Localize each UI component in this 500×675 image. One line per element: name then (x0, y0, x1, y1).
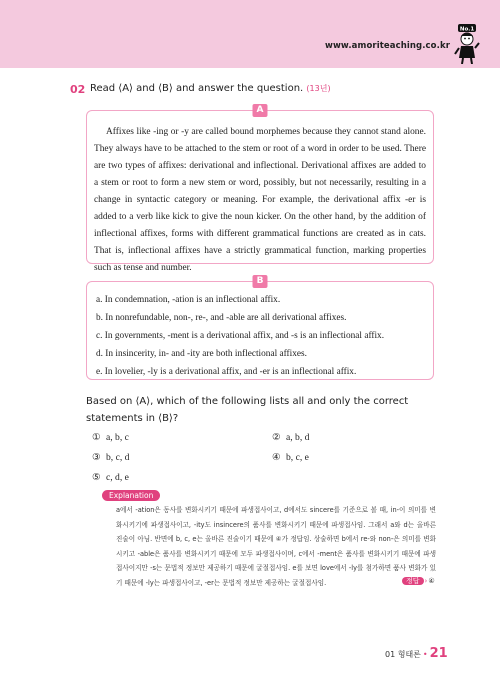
answer-arrow-icon: › (424, 577, 428, 585)
option-4-text: b, c, e (286, 452, 309, 463)
answer-value: ④ (428, 577, 435, 585)
option-3-text: b, c, d (106, 452, 130, 463)
option-2-mark: ② (272, 432, 281, 443)
bullet-icon: • (422, 650, 428, 659)
question-number: 02 (70, 83, 86, 96)
question-year: (13년) (306, 84, 331, 93)
question-prompt: Based on ⟨A⟩, which of the following lists all and only the correct statements in ⟨B⟩? (86, 396, 409, 424)
page-header (0, 0, 500, 68)
box-b-label: B (253, 275, 268, 288)
question-text (90, 83, 331, 94)
passage-text: Affixes like -ing or -y are called bound morphemes because they cannot stand alone. They always have to be attached to the stem or root of a word in order to be used. There are two types of affixes: derivational and inflectional. Derivational affixes are added to a stem or root to form a new stem or word, possibly, but not necessarily, resulting in a change in syntactic category or meaning. For example, the derivational affix -er is added to a verb like kick to give the noun kicker. On the other hand, by the addition of inflectional affixes, forms with different grammatical functions are created as in cats. That is, inflectional affixes have a strictly grammatical function, marking properties such as tense and number. (94, 127, 426, 273)
statement-b: b. In nonrefundable, non-, re-, and -able are all derivational affixes. (96, 313, 347, 323)
statement-d: d. In insincerity, in- and -ity are both inflectional affixes. (96, 349, 307, 359)
option-1-text: a, b, c (106, 432, 129, 443)
option-2-text: a, b, d (286, 432, 310, 443)
option-3[interactable] (92, 452, 129, 463)
passage-box-a (86, 105, 434, 273)
site-url[interactable]: www.amoriteaching.co.kr (325, 41, 450, 51)
answer-indicator (402, 576, 435, 586)
badge-text: No.1 (459, 26, 475, 33)
page-footer (385, 646, 448, 661)
page-number: 21 (429, 646, 448, 661)
statement-c: c. In governments, -ment is a derivational affix, and -s is an inflectional affix. (96, 331, 385, 341)
option-5-mark: ⑤ (92, 472, 101, 483)
option-5[interactable] (92, 472, 129, 483)
option-3-mark: ③ (92, 452, 101, 463)
option-1-mark: ① (92, 432, 101, 443)
statements-box-b (86, 276, 434, 380)
explanation-text: a에서 -ation은 동사를 변화시키기 때문에 파생접사이고, d에서도 sincere를 기준으로 볼 때, in-이 의미를 변화시키기에 파생접사이고, -ity도 insincere의 품사를 변화시키기 때문에 파생접사임. 그래서 a와 d는 올바른 진술이 아님. 반면에 b, c, e는 올바른 진술이기 때문에 ④가 정답임. 상술하면 b에서 re-와 non-은 의미를 변화시키고 -able은 품사를 변화시키기 때문에 모두 파생접사이며, c에서 -ment은 품사를 변화시키기 때문에 파생접사이지만 -s는 문법적 정보만 제공하기 때문에 굴절접사임. e를 보면 love에서 -ly를 첨가하면 품사 변화가 있기 때문에 -ly는 파생접사이고, -er는 문법적 정보만 제공하는 굴절접사임. (116, 506, 436, 587)
question-instruction: Read ⟨A⟩ and ⟨B⟩ and answer the question. (90, 83, 304, 94)
option-4-mark: ④ (272, 452, 281, 463)
statement-a: a. In condemnation, -ation is an inflectional affix. (96, 295, 281, 305)
option-1[interactable] (92, 432, 129, 443)
option-5-text: c, d, e (106, 472, 129, 483)
explanation-tag: Explanation (102, 490, 160, 501)
mascot-logo-icon (452, 24, 482, 64)
answer-label: 정답 (402, 577, 424, 585)
option-4[interactable] (272, 452, 309, 463)
option-2[interactable] (272, 432, 309, 443)
statement-e: e. In lovelier, -ly is a derivational affix, and -er is an inflectional affix. (96, 367, 357, 377)
statement-list (96, 291, 384, 381)
chapter-title: 01 형태론 (385, 650, 421, 659)
box-a-label: A (253, 104, 268, 117)
